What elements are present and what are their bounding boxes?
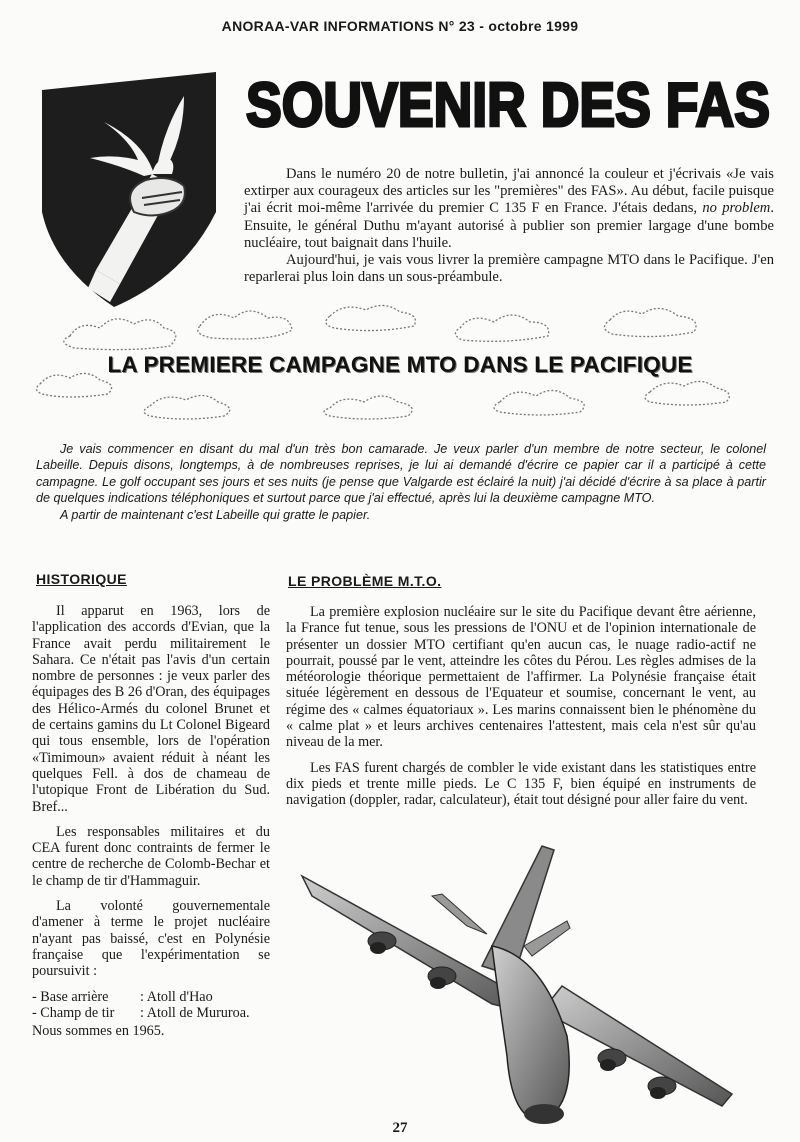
historique-heading: HISTORIQUE bbox=[36, 571, 127, 587]
list-item: - Champ de tir : Atoll de Mururoa. bbox=[32, 1004, 250, 1021]
lead-paragraph: Je vais commencer en disant du mal d'un très bon camarade. Je veux parler d'un membre de notre secteur, le colonel Labeille. Depuis disons, longtemps, à de nombreuses reprises, je lui ai demandé d'écrire ce papier car il a participé à cette campagne. Le golf occupant ses jours et ses nuits (je pense que Valgarde est éclairé la nuit) j'ai décidé d'écrire à sa place à partir de quelques indications téléphoniques et surtout parce que j'ai effectué, après lui la deuxième campagne MTO. A partir de maintenant c'est Labeille qui gratte le papier. bbox=[36, 442, 766, 522]
probleme-heading: LE PROBLÈME M.T.O. bbox=[288, 573, 442, 589]
svg-text:SOUVENIR DES FAS: SOUVENIR DES FAS bbox=[246, 71, 770, 140]
page-number: 27 bbox=[392, 1120, 408, 1136]
section-banner-title: LA PREMIERE CAMPAGNE MTO DANS LE PACIFIQUE bbox=[107, 352, 693, 377]
page-header: ANORAA-VAR INFORMATIONS N° 23 - octobre 1999 bbox=[221, 18, 579, 34]
intro-text: Dans le numéro 20 de notre bulletin, j'ai annoncé la couleur et j'écrivais «Je vais extirper aux courageux des articles sur les "premières" des FAS». Au début, facile puisque j'ai écrit moi-même l'arrivée du premier C 135 F en France. J'étais dedans, no problem. Ensuite, le général Duthu m'ayant autorisé à publier son premier largage d'une bombe nucléaire, tout baignait dans l'huile. Aujourd'hui, je vais vous livrer la première campagne MTO dans le Pacifique. J'en reparlerai plus loin dans un sous-préambule. bbox=[244, 166, 774, 286]
historique-column: Il apparut en 1963, lors de l'application des accords d'Evian, que la France avait perdu militairement le Sahara. Ce n'était pas l'avis d'un certain nombre de personnes : je veux parler des équipages des B 26 d'Oran, des équipages des Hélico-Armés du colonel Brunet et de certains gamins du Lt Colonel Bigeard qui tous ensemble, lors de l'opération «Timimoun» avaient réduit à néant les quelques Fell. à dos de chameau de l'utopique Front de Libération du Sud. Bref... Les responsables militaires et du CEA furent donc contraints de fermer le centre de recherche de Colomb-Bechar et le champ de tir d'Hammaguir. La volonté gouvernementale d'amener à terme le projet nucléaire n'ayant pas baissé, c'est en Polynésie française que l'expérimentation se poursuivit : - Base arrière : Atoll d'Hao - Champ de tir : Atoll de Mururoa. Nous sommes en 1965. bbox=[32, 603, 270, 1040]
c135f-aircraft-photo bbox=[292, 836, 762, 1126]
historique-closing: Nous sommes en 1965. bbox=[32, 1023, 165, 1040]
sites-list bbox=[32, 989, 270, 1022]
probleme-column: La première explosion nucléaire sur le site du Pacifique devant être aérienne, la France fut tenue, sous les pressions de l'ONU et de l'opinion internationale de présenter un dossier MTO certifiant qu'en aucun cas, le nuage radio-actif ne pourrait, poussé par le vent, atteindre les côtes du Pérou. Les règles admises de la météorologie théorique permettaient de l'affirmer. La Polynésie française était située légèrement en dessous de l'Equateur et soumise, concernant le vent, au régime des « calmes équatoriaux ». Les marins connaissent bien le phénomène du « calme plat » et leurs archives centenaires l'attestent, mais cela n'est sûr qu'au niveau de la mer. Les FAS furent chargés de combler le vide existant dans les statistiques entre dix pieds et trente mille pieds. Le C 135 F, bien équipé en instruments de navigation (doppler, radar, calculateur), était tout désigné pour aller faire du vent. bbox=[286, 604, 756, 809]
fas-emblem-logo bbox=[34, 62, 224, 312]
page-title bbox=[238, 58, 778, 148]
list-item: - Base arrière : Atoll d'Hao bbox=[32, 988, 213, 1005]
